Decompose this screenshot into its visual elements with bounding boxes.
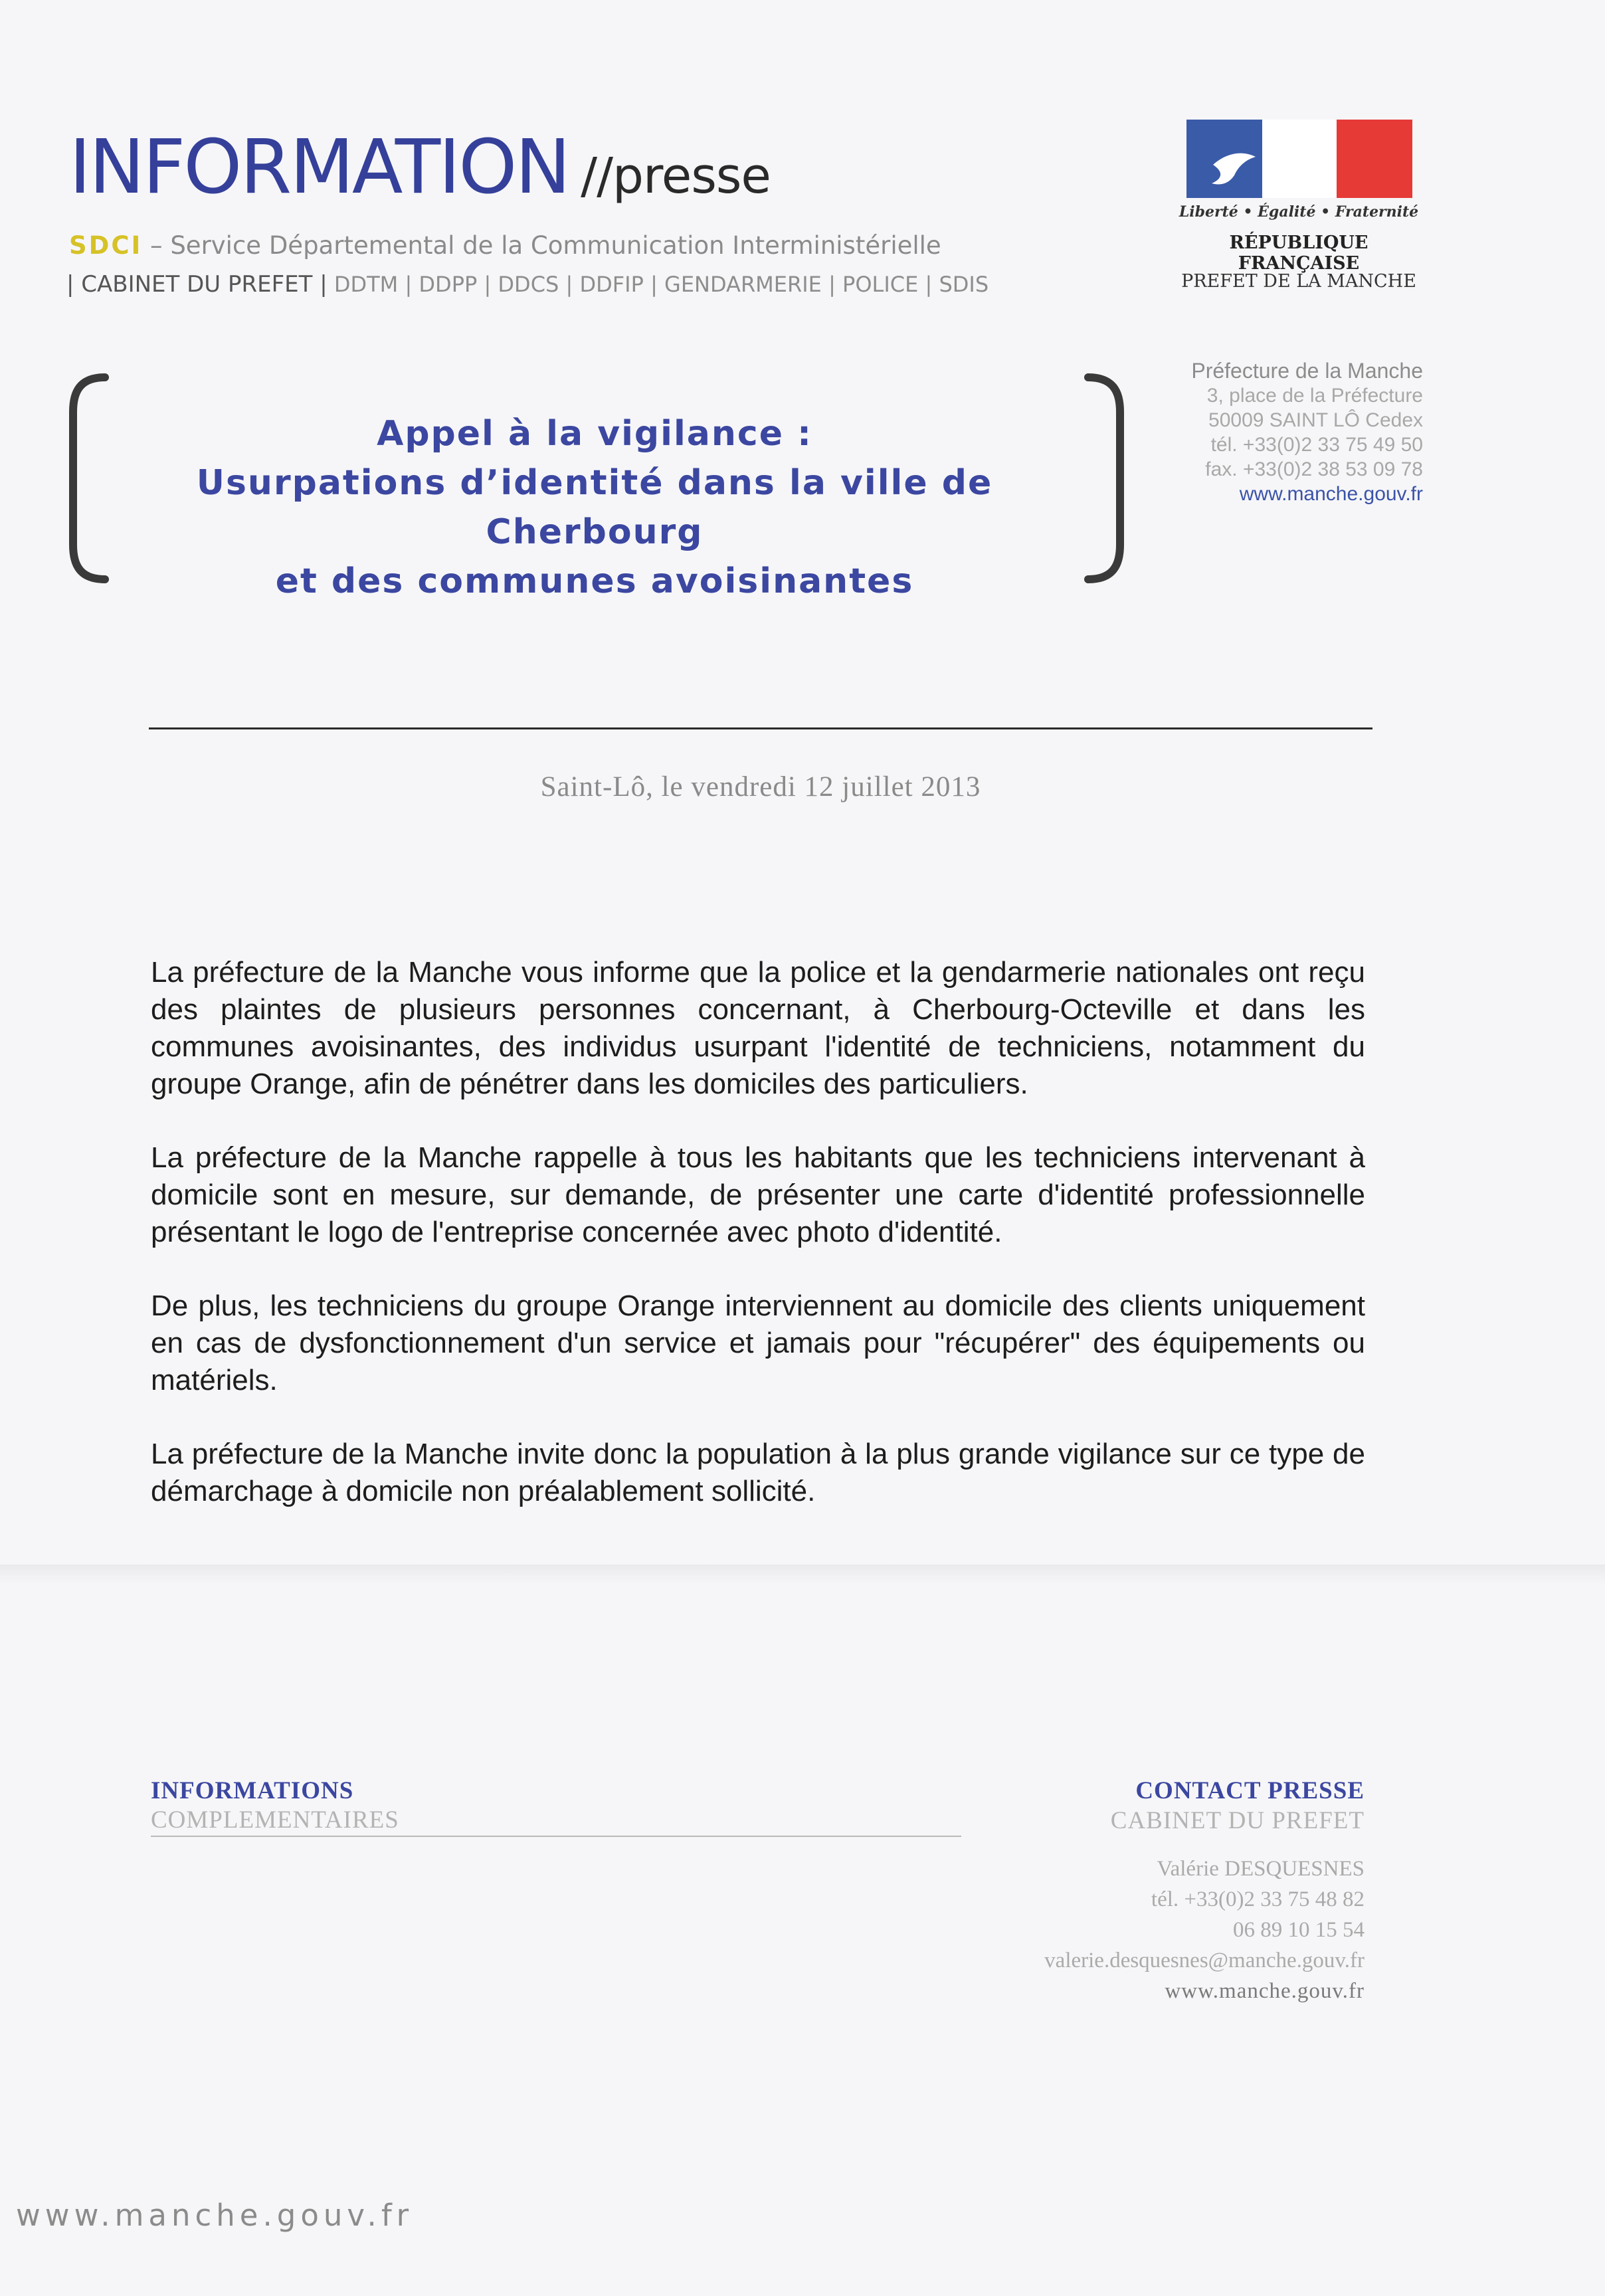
document-date: Saint-Lô, le vendredi 12 juillet 2013 <box>540 771 981 803</box>
title-main-text: INFORMATION <box>69 124 569 211</box>
address-tel: tél. +33(0)2 33 75 49 50 <box>1210 434 1423 456</box>
contact-sublabel: CABINET DU PREFET <box>1110 1807 1365 1834</box>
heading-line3: et des communes avoisinantes <box>275 561 914 601</box>
body-paragraph-3: De plus, les techniciens du groupe Orange interviennent au domicile des clients uniquement en cas de dysfonctionnement d'un service et jamais pour "récupérer" des équipements ou matériels. <box>151 1290 1365 1396</box>
document-title <box>69 124 771 211</box>
marianne-logo-icon <box>1186 120 1412 198</box>
heading-line2: Usurpations d’identité dans la ville de Cherbourg <box>196 463 993 552</box>
body-text <box>151 954 1365 1547</box>
address-line2: 50009 SAINT LÔ Cedex <box>1208 409 1423 431</box>
body-paragraph-2: La préfecture de la Manche rappelle à tous les habitants que les techniciens intervenant à domicile sont en mesure, sur demande, de présenter une carte d'identité professionnelle présentant le logo de l'entreprise concernée avec photo d'identité. <box>151 1141 1365 1248</box>
body-paragraph-1: La préfecture de la Manche vous informe que la police et la gendarmerie nationales ont reçu des plaintes de plusieurs personnes concernant, à Cherbourg-Octeville et dans les communes avoisinantes, des individus usurpant l'identité de techniciens, notamment du groupe Orange, afin de pénétrer dans les domiciles des particuliers. <box>151 956 1365 1100</box>
logo-devise: Liberté • Égalité • Fraternité <box>1179 203 1419 221</box>
contact-tel: tél. +33(0)2 33 75 48 82 <box>1151 1887 1365 1911</box>
divider-rule <box>149 727 1372 729</box>
logo-prefet: PREFET DE LA MANCHE <box>1181 271 1416 292</box>
address-fax: fax. +33(0)2 38 53 09 78 <box>1205 458 1423 480</box>
services-line <box>66 271 989 298</box>
left-bracket-icon <box>64 372 110 585</box>
press-release-heading <box>106 409 1083 606</box>
info-rule <box>151 1836 961 1837</box>
services-first: | CABINET DU PREFET | <box>66 271 328 298</box>
sdci-dash: – <box>142 231 171 260</box>
sdci-line <box>69 231 941 260</box>
address-line1: 3, place de la Préfecture <box>1206 385 1423 407</box>
contact-name: Valérie DESQUESNES <box>1157 1857 1365 1881</box>
contact-web-link[interactable]: www.manche.gouv.fr <box>1165 1979 1365 2003</box>
prefecture-address <box>1129 359 1423 506</box>
contact-mobile: 06 89 10 15 54 <box>1233 1918 1365 1942</box>
press-contact <box>1036 1776 1365 2006</box>
logo-republique: RÉPUBLIQUE FRANÇAISE <box>1229 233 1369 274</box>
right-bracket-icon <box>1083 372 1129 585</box>
address-name: Préfecture de la Manche <box>1191 359 1423 383</box>
contact-email-link[interactable]: valerie.desquesnes@manche.gouv.fr <box>1044 1949 1365 1972</box>
contact-label: CONTACT PRESSE <box>1135 1777 1365 1804</box>
info-sublabel: COMPLEMENTAIRES <box>151 1806 399 1834</box>
title-suffix: //presse <box>581 147 771 205</box>
services-rest: DDTM | DDPP | DDCS | DDFIP | GENDARMERIE | POLICE | SDIS <box>327 272 989 297</box>
sdci-acronym: SDCI <box>69 231 143 260</box>
body-paragraph-4: La préfecture de la Manche invite donc la population à la plus grande vigilance sur ce type de démarchage à domicile non préalablement sollicité. <box>151 1438 1365 1507</box>
info-label: INFORMATIONS <box>151 1777 354 1804</box>
logo-red-band <box>1337 120 1412 198</box>
sdci-full-name: Service Départemental de la Communication Interministérielle <box>170 231 941 260</box>
footer-site-url[interactable]: www.manche.gouv.fr <box>16 2198 414 2233</box>
address-web-link[interactable]: www.manche.gouv.fr <box>1239 483 1423 505</box>
heading-line1: Appel à la vigilance : <box>377 414 812 454</box>
paper-fold-shadow <box>0 1565 1605 1584</box>
